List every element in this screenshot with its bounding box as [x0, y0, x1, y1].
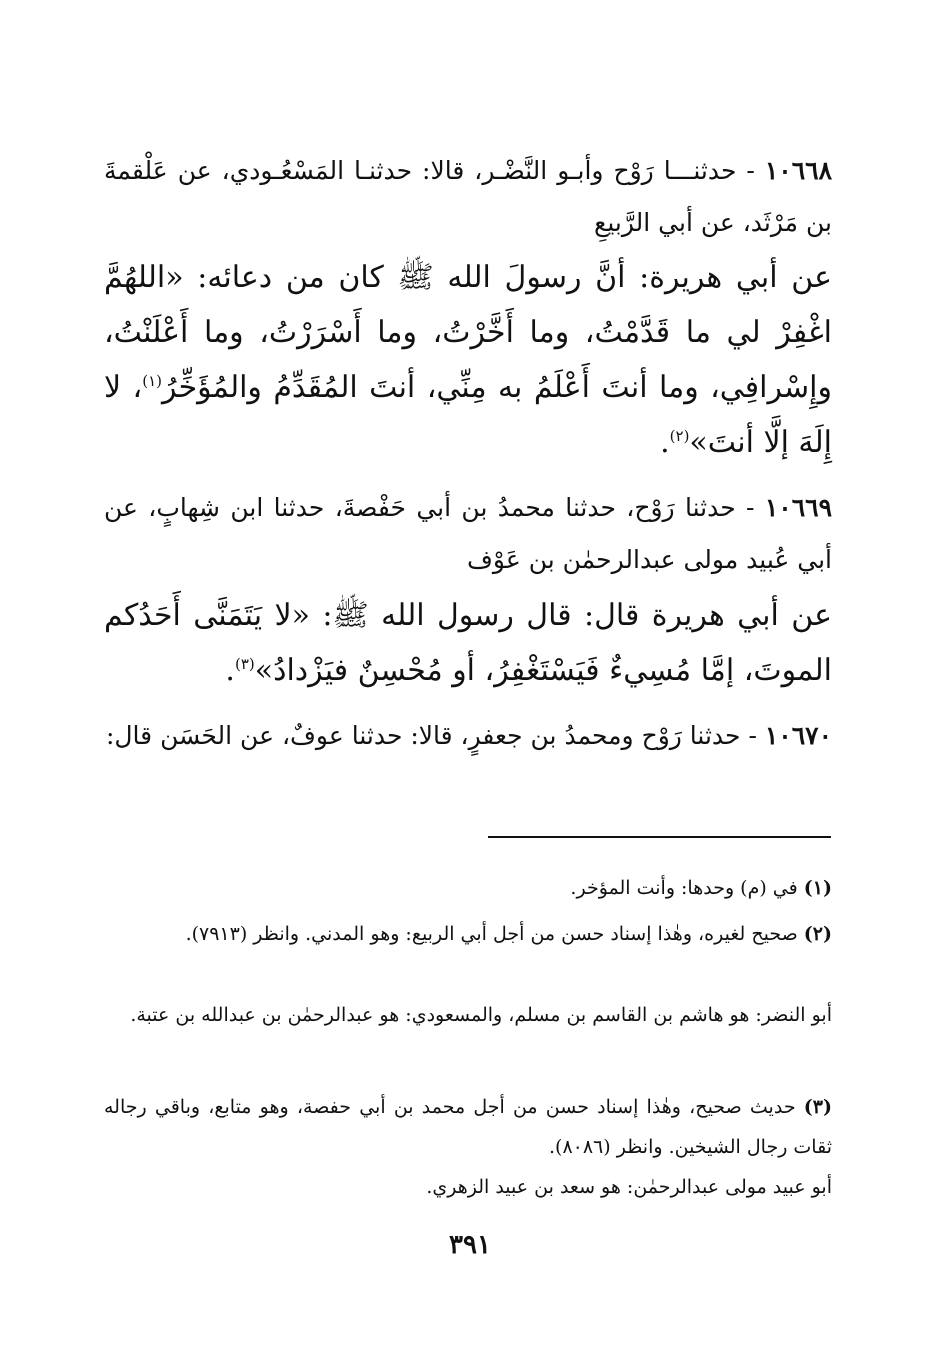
footnote-text: صحيح لغيره، وهٰذا إسناد حسن من أجل أبي الربيع: وهو المدني. وانظر (٧٩١٣). [185, 923, 798, 945]
page-number: ٣٩١ [449, 1230, 491, 1260]
footnote-ref-2: (٢) [669, 427, 690, 445]
hadith-10668-matn [104, 250, 832, 470]
isnad-text: - حدثنـــا رَوْح وأبـو النَّضْـر، قالا: حدثنـا المَسْعُـودي، عن عَلْقمةَ بن مَرْثَد، عن أبي الرَّبيعِ [104, 156, 832, 237]
matn-text: عن أبي هريرة قال: قال رسول الله ﷺ: «لا يَتَمَنَّى أَحَدُكم الموتَ، إمَّا مُسِيءٌ فَيَسْتَغْفِرُ، أو مُحْسِنٌ فيَزْدادُ» [104, 598, 832, 688]
matn-text-end: ، لا إِلَهَ إلَّا أنتَ» [104, 370, 832, 460]
footnote-3 [104, 1087, 832, 1167]
footnote-text: أبو عبيد مولى عبدالرحمٰن: هو سعد بن عبيد الزهري. [426, 1176, 832, 1198]
hadith-10670-isnad [104, 710, 832, 762]
footnote-ref-1: (١) [142, 372, 163, 390]
footnote-3-note [104, 1167, 832, 1207]
matn-period: . [225, 653, 235, 688]
hadith-10669-isnad [104, 482, 832, 586]
footnote-number: (١) [803, 877, 832, 899]
footnote-number: (٢) [803, 923, 832, 945]
isnad-text: - حدثنا رَوْح، حدثنا محمدُ بن أبي حَفْصةَ، حدثنا ابن شِهابٍ، عن أبي عُبيد مولى عبدالرحمٰن بن عَوْف [104, 493, 832, 574]
matn-period: . [660, 425, 670, 460]
hadith-number: ١٠٦٧٠ [764, 721, 832, 750]
footnote-separator [488, 836, 831, 838]
hadith-number: ١٠٦٦٨ [764, 156, 832, 185]
footnote-text: في (م) وحدها: وأنت المؤخر. [570, 877, 798, 899]
footnote-text: حديث صحيح، وهٰذا إسناد حسن من أجل محمد بن أبي حفصة، وهو متابع، وباقي رجاله ثقات رجال الشيخين. وانظر (٨٠٨٦). [104, 1096, 832, 1158]
footnote-2 [104, 914, 832, 954]
matn-text: عن أبي هريرة: أنَّ رسولَ الله ﷺ كان من دعائه: «اللهُمَّ اغْفِرْ لي ما قَدَّمْتُ، وما أَخَّرْتُ، وما أَسْرَرْتُ، وما أَعْلَنْتُ، وإِسْرافِي، وما أنتَ أَعْلَمُ به مِنِّي، أنتَ المُقَدِّمُ والمُؤَخِّرُ [104, 260, 832, 405]
hadith-10668-isnad [104, 145, 832, 249]
isnad-text: - حدثنا رَوْح ومحمدُ بن جعفرٍ، قالا: حدثنا عوفٌ، عن الحَسَن قال: [105, 721, 757, 750]
footnote-ref-3: (٣) [234, 655, 255, 673]
hadith-10669-matn [104, 588, 832, 698]
footnote-2-note [104, 995, 832, 1035]
footnote-text: أبو النضر: هو هاشم بن القاسم بن مسلم، والمسعودي: هو عبدالرحمٰن بن عبدالله بن عتبة. [130, 1004, 832, 1026]
footnote-1 [104, 868, 832, 908]
hadith-number: ١٠٦٦٩ [764, 493, 832, 522]
footnote-number: (٣) [803, 1096, 832, 1118]
